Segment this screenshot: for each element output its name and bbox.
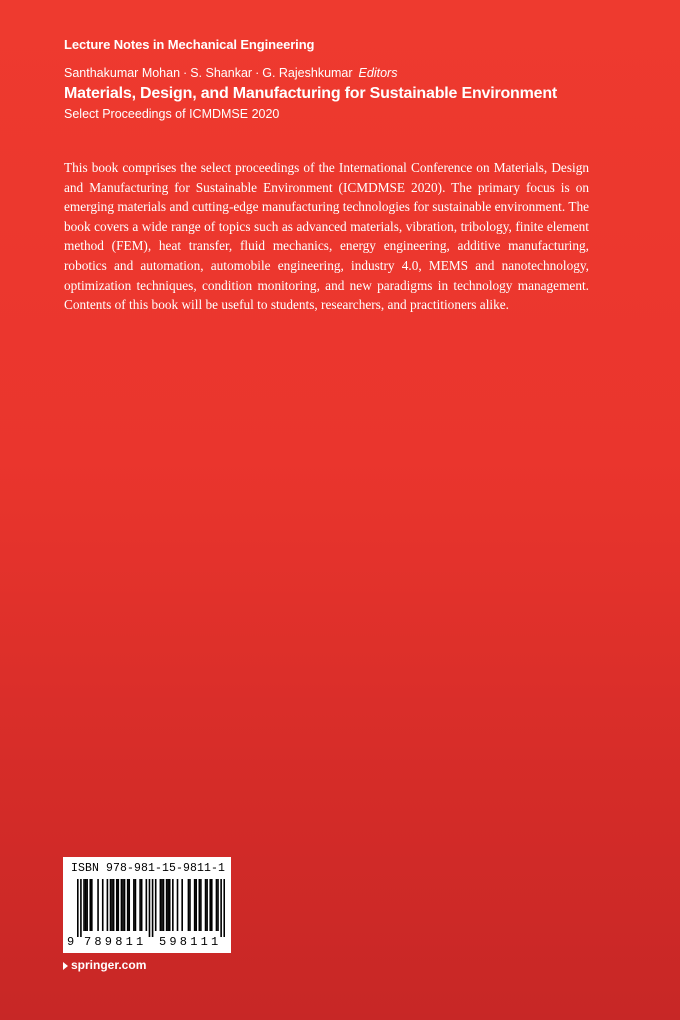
barcode-bar	[189, 879, 191, 931]
ean-left-digits: 789811	[84, 935, 147, 949]
editor-name: S. Shankar	[190, 66, 253, 80]
barcode-bar	[127, 879, 129, 931]
barcode-bar	[217, 879, 219, 931]
barcode-bar	[206, 879, 208, 931]
barcode-bar	[211, 879, 213, 931]
barcode-bar	[110, 879, 112, 931]
barcode-bar	[86, 879, 88, 931]
barcode-bar	[80, 879, 82, 937]
barcode-bar	[223, 879, 225, 937]
editors-role: Editors	[358, 66, 398, 80]
barcode-bar	[205, 879, 207, 931]
barcode-bar	[107, 879, 109, 931]
cover-header	[64, 36, 644, 122]
editors-line	[64, 65, 644, 81]
barcode-bar	[167, 879, 169, 931]
barcode-bar	[177, 879, 179, 931]
barcode-bar	[85, 879, 87, 931]
barcode-bar	[113, 879, 115, 931]
barcode-bar	[209, 879, 211, 931]
barcode-bar	[200, 879, 202, 931]
barcode-bar	[166, 879, 168, 931]
barcode-bar	[195, 879, 197, 931]
barcode-bar	[169, 879, 171, 931]
ean-right-digits: 598111	[159, 935, 222, 949]
barcode-bar	[220, 879, 222, 937]
barcode-bar	[172, 879, 174, 931]
barcode-bars	[77, 879, 225, 937]
barcode-bar	[152, 879, 154, 937]
barcode-bar	[146, 879, 148, 931]
barcode-bar	[155, 879, 157, 931]
barcode-bar	[194, 879, 196, 931]
barcode-bar	[111, 879, 113, 931]
barcode-bar	[133, 879, 135, 931]
barcode-bar	[216, 879, 218, 931]
barcode-bar	[163, 879, 165, 931]
editor-name: Santhakumar Mohan	[64, 66, 181, 80]
arrow-right-icon	[63, 962, 68, 970]
barcode-bar	[161, 879, 163, 931]
barcode-bar	[188, 879, 190, 931]
barcode-bar	[181, 879, 183, 931]
barcode-bar	[160, 879, 162, 931]
barcode-bar	[141, 879, 143, 931]
barcode-bar	[124, 879, 126, 931]
editor-separator: ·	[255, 66, 260, 80]
editor-name: G. Rajeshkumar	[262, 66, 353, 80]
barcode-bar	[91, 879, 93, 931]
barcode-bar	[118, 879, 120, 931]
barcode-bar	[139, 879, 141, 931]
barcode-bar	[135, 879, 137, 931]
barcode-bar	[149, 879, 151, 937]
barcode-bar	[116, 879, 118, 931]
isbn-label: ISBN 978-981-15-9811-1	[71, 862, 226, 875]
book-description: This book comprises the select proceedings of the International Conference on Materials, Design and Manufacturing for Sustainable Environment (ICMDMSE 2020). The primary focus is on emerging materials and cutting-edge manufacturing technologies for sustainable environment. The book covers a wide range of topics such as advanced materials, vibration, tribology, finite element method (FEM), heat transfer, fluid mechanics, energy engineering, additive manufacturing, robotics and automation, automobile engineering, industry 4.0, MEMS and nanotechnology, optimization techniques, condition monitoring, and new paradigms in technology management. Contents of this book will be useful to students, researchers, and practitioners alike.	[64, 160, 589, 313]
barcode-bar	[122, 879, 124, 931]
publisher-link-text[interactable]: springer.com	[71, 958, 147, 972]
barcode-bar	[77, 879, 79, 937]
barcode-bar	[97, 879, 99, 931]
barcode-bar	[83, 879, 85, 931]
barcode-bar	[102, 879, 104, 931]
isbn-barcode	[63, 857, 231, 953]
barcode-bar	[128, 879, 130, 931]
ean-lead-digit: 9	[67, 935, 75, 949]
book-subtitle: Select Proceedings of ICMDMSE 2020	[64, 107, 280, 121]
barcode-bar	[89, 879, 91, 931]
publisher-link[interactable]	[63, 958, 146, 973]
book-title: Materials, Design, and Manufacturing for Sustainable Environment	[64, 85, 558, 102]
barcode-bar	[121, 879, 123, 931]
series-name: Lecture Notes in Mechanical Engineering	[64, 37, 315, 52]
barcode-bar	[199, 879, 201, 931]
editor-separator: ·	[183, 66, 188, 80]
